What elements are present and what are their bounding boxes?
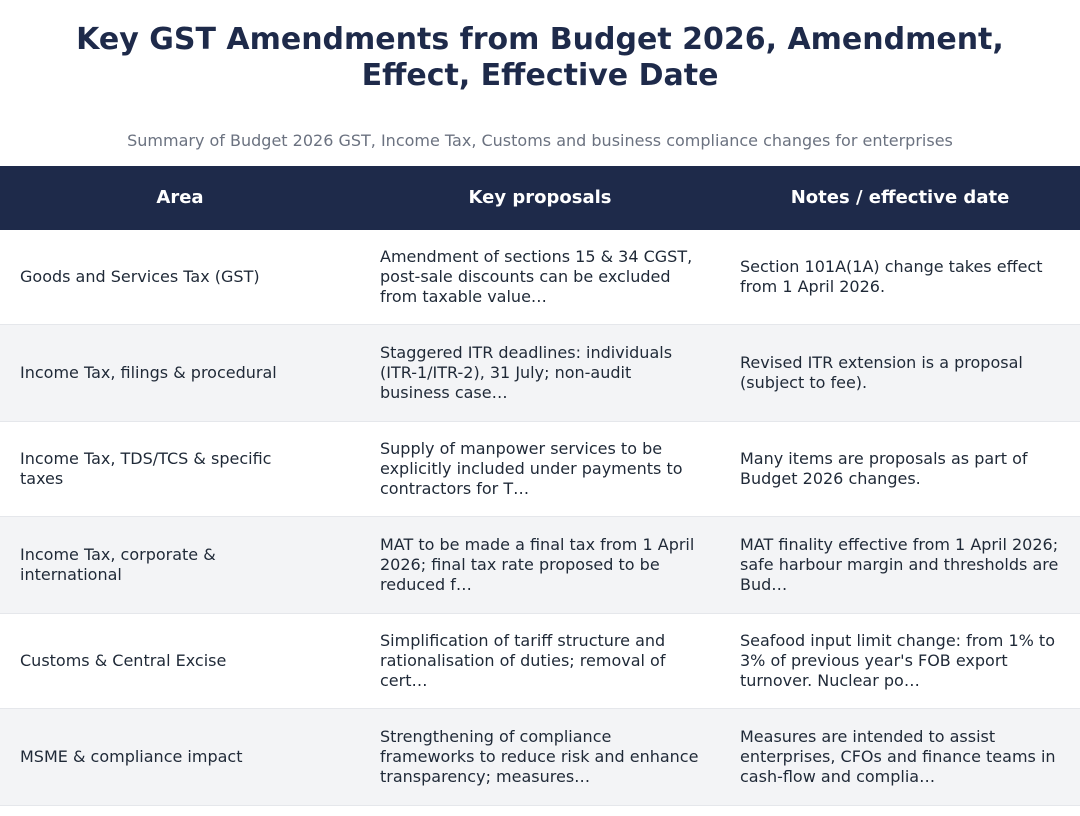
table-row [0,517,1080,614]
cell-notes: Seafood input limit change: from 1% to 3% of previous year's FOB export turnover. Nuclear po… [740,631,1055,690]
cell-area: Income Tax, filings & procedural [20,363,277,382]
cell-area: Customs & Central Excise [20,651,227,670]
table-row [0,422,1080,517]
cell-proposals: Simplification of tariff structure and rationalisation of duties; removal of cert… [380,631,666,690]
page-subtitle: Summary of Budget 2026 GST, Income Tax, Customs and business compliance changes for enterprises [127,131,953,150]
table-header [0,166,1080,230]
page-title: Key GST Amendments from Budget 2026, Amendment, Effect, Effective Date [76,22,1004,93]
cell-area: Income Tax, TDS/TCS & specific taxes [20,449,272,488]
cell-notes: MAT finality effective from 1 April 2026; safe harbour margin and thresholds are Bud… [740,535,1059,594]
column-header-area: Area [156,187,204,208]
column-header-notes: Notes / effective date [790,187,1010,208]
cell-notes: Measures are intended to assist enterprises, CFOs and finance teams in cash-flow and complia… [740,727,1056,786]
cell-area: Income Tax, corporate & international [20,545,216,584]
table-row [0,325,1080,422]
column-header-key-proposals: Key proposals [468,187,612,208]
cell-proposals: Staggered ITR deadlines: individuals (ITR-1/ITR-2), 31 July; non-audit business case… [380,343,673,402]
cell-proposals: Supply of manpower services to be explicitly included under payments to contractors for T… [380,439,683,498]
cell-proposals: MAT to be made a final tax from 1 April 2026; final tax rate proposed to be reduced f… [380,535,695,594]
cell-area: Goods and Services Tax (GST) [20,267,260,286]
cell-notes: Revised ITR extension is a proposal (subject to fee). [740,353,1023,392]
table-row [0,614,1080,709]
cell-proposals: Amendment of sections 15 & 34 CGST, post-sale discounts can be excluded from taxable value… [380,247,693,306]
cell-notes: Section 101A(1A) change takes effect from 1 April 2026. [740,257,1043,296]
amendments-table [0,166,1080,806]
cell-area: MSME & compliance impact [20,747,243,766]
table-row [0,709,1080,806]
cell-proposals: Strengthening of compliance frameworks to reduce risk and enhance transparency; measures… [380,727,699,786]
table-row [0,230,1080,325]
cell-notes: Many items are proposals as part of Budget 2026 changes. [740,449,1028,488]
